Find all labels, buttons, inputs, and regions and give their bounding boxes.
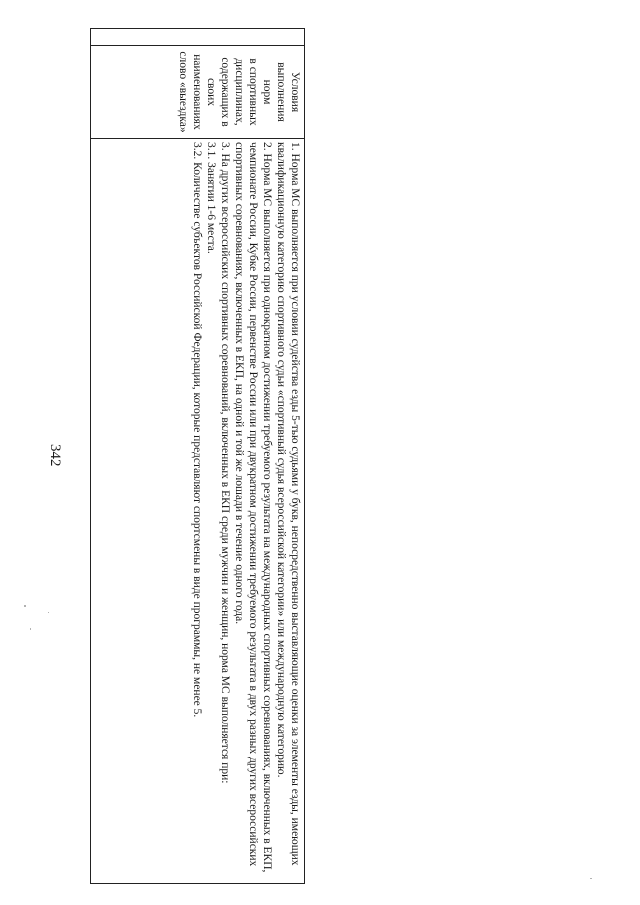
condition-paragraph-3-2: 3.2. Количестве субъектов Российской Федерации, которые представляют спортсмены в виде программы, не менее 5. (190, 142, 203, 718)
scan-speck (24, 605, 26, 607)
condition-paragraph-2: 2. Норма МС выполняется при однократном достижении требуемого результата на международных спортивных соревнованиях, включенных в ЕКП, чемпионате России, Кубке России, первенстве России или при двукратном достижении требуемого результата в двух разных других всероссийских спортивных соревнованиях, включенных в ЕКП, на одной и той же лошади в течение одного года. (232, 142, 273, 873)
label-line: дисциплинах, (232, 58, 245, 126)
page-number: 342 (47, 444, 63, 467)
label-line: своих (204, 77, 217, 107)
table-row (91, 29, 305, 884)
conditions-label-cell (91, 46, 305, 139)
scan-speck (48, 612, 49, 613)
label-line: в спортивных (246, 58, 259, 126)
conditions-content-cell (91, 139, 305, 884)
label-line: содержащих в (218, 57, 231, 127)
norms-table (90, 28, 305, 884)
empty-cell (91, 29, 305, 46)
label-line: Условия (289, 71, 301, 113)
condition-paragraph-1: 1. Норма МС выполняется при условии судейства езды 5-тью судьями у букв, непосредственно выставляющие оценки за элементы езды, имеющих квалификационную категорию спортивного судьи «спортивный судья всероссийской категории» или международную категорию. (274, 142, 301, 866)
scan-speck (30, 628, 31, 630)
rotated-page-content (85, 28, 305, 884)
condition-paragraph-3-1: 3.1. Занятии 1-6 места. (204, 142, 217, 254)
label-line: наименованиях (190, 54, 203, 130)
scan-speck (590, 878, 592, 879)
label-line: выполнения норм (260, 62, 287, 122)
label-line: слово «выездка» (176, 51, 189, 133)
condition-paragraph-3: 3. На других всероссийских спортивных соревнований, включенных в ЕКП среди мужчин и женщин, норма МС выполняется при: (218, 142, 231, 784)
